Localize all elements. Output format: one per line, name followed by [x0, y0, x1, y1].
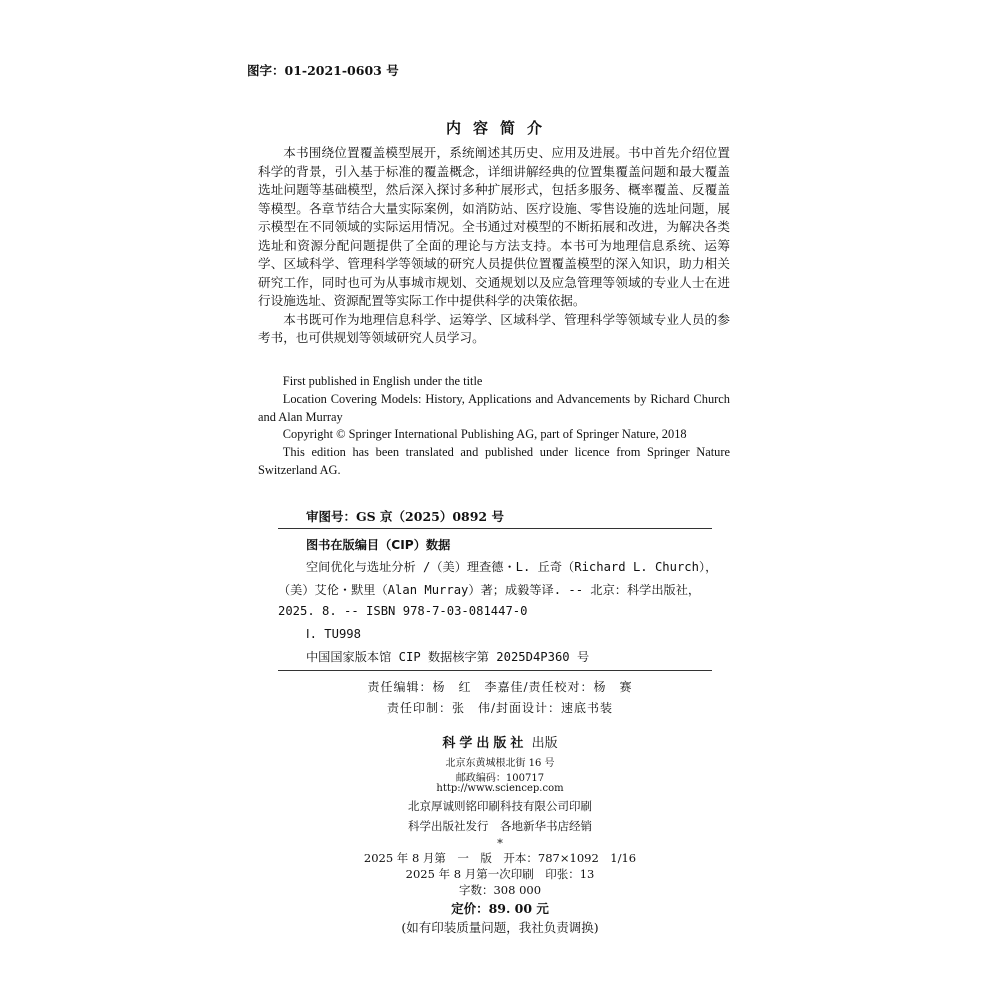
- price: 定价：89. 00 元: [451, 901, 549, 916]
- cip-line: 2025. 8. -- ISBN 978-7-03-081447-0: [278, 604, 528, 618]
- publisher-postcode: 邮政编码：100717: [455, 773, 545, 784]
- publisher-line: [0, 732, 1000, 751]
- copyright-paragraph: Copyright © Springer International Publishing AG, part of Springer Nature, 2018: [282, 427, 687, 442]
- cip-line: 空间优化与选址分析 /（美）理查德・L. 丘奇（Richard L. Church），: [306, 560, 718, 574]
- publisher-address: 北京东黄城根北街 16 号: [445, 758, 555, 769]
- copyright-paragraph: First published in English under the title: [282, 374, 483, 388]
- cip-line: （美）艾伦・默里（Alan Murray）著；成毅等译. -- 北京：科学出版社，: [278, 583, 701, 597]
- publisher-name: 科学出版社: [442, 736, 528, 751]
- cip-line: Ⅰ. TU998: [306, 627, 361, 641]
- copyright-notice: [258, 373, 730, 480]
- summary-title: 内容简介: [445, 119, 554, 137]
- cip-top-divider: [278, 528, 712, 529]
- map-review-number: 审图号：GS 京（2025）0892 号: [306, 509, 504, 524]
- distribution-line: 科学出版社发行 各地新华书店经销: [408, 819, 592, 833]
- cip-bottom-divider: [278, 670, 712, 671]
- summary-paragraph: 本书围绕位置覆盖模型展开，系统阐述其历史、应用及进展。书中首先介绍位置科学的背景，引入基于标准的覆盖概念，详细讲解经典的位置集覆盖问题和最大覆盖选址问题等基础模型，然后深入探讨多种扩展形式，包括多服务、概率覆盖、反覆盖等模型。各章节结合大量实际案例，如消防站、医疗设施、零售设施的选址问题，展示模型在不同领域的实际运用情况。全书通过对模型的不断拓展和改进，为解决各类选址和资源分配问题提供了全面的理论与方法支持。本书可为地理信息系统、运筹学、区域科学、管理科学等领域的研究人员提供位置覆盖模型的深入知识，助力相关研究工作，同时也可为从事城市规划、交通规划以及应急管理等领域的专业人士在进行设施选址、资源配置等实际工作中提供科学的决策依据。: [258, 145, 730, 308]
- summary-paragraph: 本书既可作为地理信息科学、运筹学、区域科学、管理科学等领域专业人员的参考书，也可供规划等领域研究人员学习。: [258, 311, 730, 345]
- cip-heading: 图书在版编目（CIP）数据: [306, 538, 451, 552]
- printer-line: 北京厚诚则铭印刷科技有限公司印刷: [408, 799, 592, 813]
- registration-number: 图字：01-2021-0603 号: [247, 63, 399, 78]
- cip-line: 中国国家版本馆 CIP 数据核字第 2025D4P360 号: [306, 650, 590, 664]
- publisher-suffix: 出版: [531, 736, 558, 751]
- separator-asterisk: *: [497, 836, 503, 850]
- word-count: 字数：308 000: [458, 883, 542, 897]
- summary-body: [258, 144, 730, 348]
- copyright-paragraph: Location Covering Models: History, Applications and Advancements by Richard Church and Alan Murray: [258, 391, 730, 424]
- quality-notice: (如有印装质量问题，我社负责调换): [401, 920, 599, 935]
- editor-credits: 责任编辑：杨 红 李嘉佳/责任校对：杨 赛: [367, 680, 633, 694]
- production-credits: 责任印制：张 伟/封面设计：速底书装: [386, 701, 614, 715]
- publisher-url: http://www.sciencep.com: [436, 783, 564, 794]
- edition-line: 2025 年 8 月第 一 版 开本：787×1092 1/16: [363, 851, 637, 865]
- copyright-paragraph: This edition has been translated and published under licence from Springer Nature Switzerland AG.: [258, 445, 730, 477]
- cip-block: [278, 536, 718, 670]
- printing-line: 2025 年 8 月第一次印刷 印张：13: [405, 867, 595, 881]
